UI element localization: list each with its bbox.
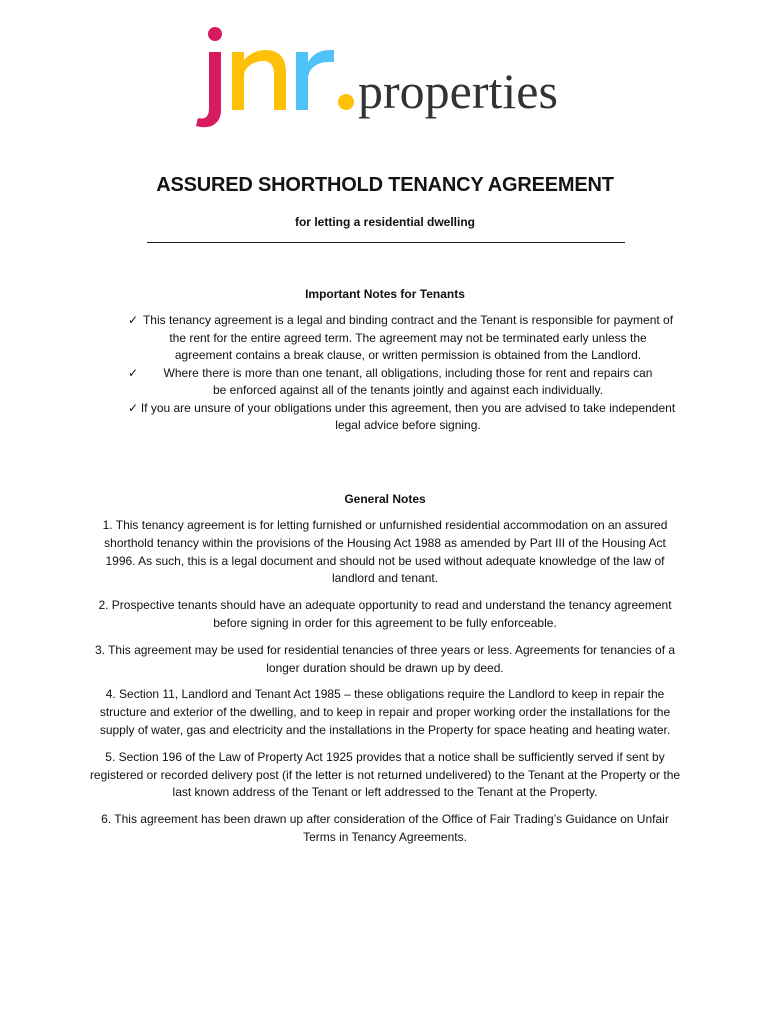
logo-wordmark: [188, 22, 588, 132]
logo-j-dot: [208, 27, 222, 41]
list-item: [128, 312, 688, 365]
logo-properties-text: properties: [358, 63, 558, 119]
general-note: 3. This agreement may be used for residential tenancies of three years or less. Agreements for tenancies of a longer duration should be drawn up by deed.: [94, 642, 676, 675]
general-note: 2. Prospective tenants should have an adequate opportunity to read and understand the tenancy agreement before signing in order for this agreement to be fully enforceable.: [98, 598, 672, 630]
general-note: 4. Section 11, Landlord and Tenant Act 1985 – these obligations require the Landlord to keep in repair the structure and exterior of the dwelling, and to keep in repair and proper working order the installations for the supply of water, gas and electricity and the installations in the Property for space heating and heating water.: [99, 687, 671, 737]
general-note: 5. Section 196 of the Law of Property Act 1925 provides that a notice shall be sufficiently served if sent by registered or recorded delivery post (if the letter is not returned undelivered) to the Tenant at the Property or the last known address of the Tenant or left addressed to the Tenant at the Property.: [89, 749, 681, 800]
checkmark-icon: ✓: [128, 313, 139, 327]
logo-r-shape: [296, 50, 334, 110]
checkmark-icon: ✓: [128, 400, 139, 415]
logo-j-shape: [196, 52, 221, 127]
document-title: ASSURED SHORTHOLD TENANCY AGREEMENT: [156, 174, 614, 196]
note-text: This tenancy agreement is a legal and binding contract and the Tenant is responsible for payment of the rent for the entire agreed term. The agreement may not be terminated early unless the agreement contains a break clause, or written permission is obtained from the Landlord.: [142, 313, 674, 362]
checkmark-icon: ✓: [128, 365, 139, 380]
list-item: [128, 365, 688, 400]
logo-n-shape: [232, 50, 286, 110]
divider: [147, 242, 625, 243]
note-text: Where there is more than one tenant, all obligations, including those for rent and repairs can be enforced against all of the tenants jointly and against each individually.: [163, 365, 653, 397]
list-item: [128, 400, 688, 435]
general-notes-list: [88, 517, 682, 856]
important-notes-list: [128, 312, 688, 435]
document-subtitle: for letting a residential dwelling: [294, 215, 476, 229]
general-notes-heading: General Notes: [344, 492, 426, 506]
company-logo: [188, 22, 588, 132]
logo-dot: [338, 94, 354, 110]
note-text: If you are unsure of your obligations under this agreement, then you are advised to take independent legal advice before signing.: [140, 400, 676, 432]
general-note: 1. This tenancy agreement is for letting furnished or unfurnished residential accommodation on an assured shorthold tenancy within the provisions of the Housing Act 1988 as amended by Part III of the Housing Act 1996. As such, this is a legal document and should not be used without adequate knowledge of the law of landlord and tenant.: [102, 518, 668, 586]
important-notes-heading: Important Notes for Tenants: [305, 287, 465, 301]
general-note: 6. This agreement has been drawn up after consideration of the Office of Fair Trading’s Guidance on Unfair Terms in Tenancy Agreements.: [101, 812, 669, 844]
